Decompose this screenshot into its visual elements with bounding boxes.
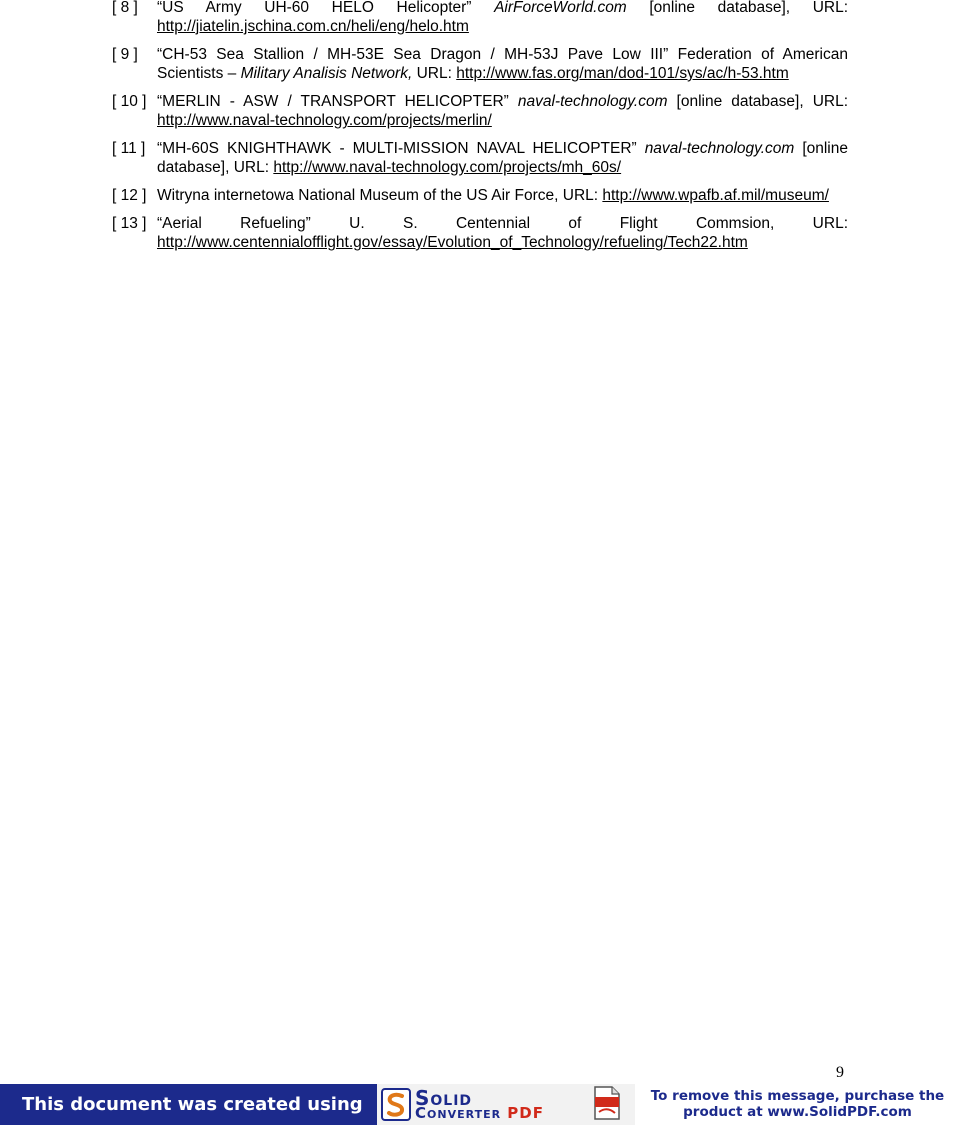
reference-12 <box>112 186 848 205</box>
reference-title: “MERLIN - ASW / TRANSPORT HELICOPTER” <box>157 93 509 110</box>
banner-message: This document was created using <box>0 1084 377 1125</box>
reference-url-label: database], URL: <box>157 159 270 176</box>
reference-note: [online <box>802 140 848 157</box>
pdf-document-icon <box>593 1086 621 1120</box>
reference-number: [ 9 ] <box>112 46 138 63</box>
reference-source: AirForceWorld.com <box>494 0 627 16</box>
reference-url-label: URL: <box>416 65 452 82</box>
reference-title: “US Army UH-60 HELO Helicopter” <box>157 0 472 16</box>
reference-title: “Aerial Refueling” U. S. Centennial of Flight Commsion, URL: <box>157 215 848 232</box>
reference-body <box>157 92 848 130</box>
reference-body <box>157 139 848 177</box>
reference-number: [ 10 ] <box>112 93 147 110</box>
reference-source: Military Analisis Network, <box>240 65 413 82</box>
reference-10 <box>112 92 848 130</box>
reference-title: “MH-60S KNIGHTHAWK - MULTI-MISSION NAVAL HELICOPTER” <box>157 140 637 157</box>
reference-13 <box>112 214 848 252</box>
reference-8 <box>112 0 848 36</box>
reference-body <box>157 186 848 205</box>
solid-logo-icon <box>381 1088 411 1121</box>
reference-9 <box>112 45 848 83</box>
reference-url-link[interactable]: http://www.naval-technology.com/projects/mh_60s/ <box>273 159 622 176</box>
reference-source: naval-technology.com <box>517 93 668 110</box>
converter-banner[interactable] <box>0 1084 960 1125</box>
reference-url-link[interactable]: http://jiatelin.jschina.com.cn/heli/eng/helo.htm <box>157 18 469 35</box>
logo-converter-text <box>415 1104 544 1122</box>
page-number: 9 <box>836 1064 844 1081</box>
logo-converter-word: Converter <box>415 1104 502 1122</box>
reference-note: [online database], URL: <box>649 0 849 16</box>
reference-body <box>157 0 848 36</box>
banner-purchase-line2[interactable]: product at www.SolidPDF.com <box>683 1104 912 1120</box>
reference-list <box>112 0 848 261</box>
reference-11 <box>112 139 848 177</box>
reference-body <box>157 214 848 252</box>
banner-purchase-message[interactable] <box>635 1084 960 1125</box>
reference-url-link[interactable]: http://www.fas.org/man/dod-101/sys/ac/h-53.htm <box>456 65 789 82</box>
solid-converter-logo <box>377 1084 635 1125</box>
reference-number: [ 12 ] <box>112 187 147 204</box>
reference-title: “CH-53 Sea Stallion / MH-53E Sea Dragon / MH-53J Pave Low III” Federation of American <box>157 46 848 63</box>
logo-solid-text: Solid <box>415 1086 473 1110</box>
reference-note: [online database], URL: <box>676 93 849 110</box>
reference-title: Witryna internetowa National Museum of the US Air Force, URL: <box>157 187 599 204</box>
logo-pdf-text: PDF <box>507 1104 544 1122</box>
reference-source: naval-technology.com <box>644 140 795 157</box>
reference-number: [ 13 ] <box>112 215 147 232</box>
reference-url-link[interactable]: http://www.naval-technology.com/projects/merlin/ <box>157 112 492 129</box>
banner-purchase-line1: To remove this message, purchase the <box>650 1088 945 1104</box>
reference-number: [ 11 ] <box>112 140 146 157</box>
reference-author: Scientists – <box>157 65 237 82</box>
reference-body <box>157 45 848 83</box>
reference-url-link[interactable]: http://www.wpafb.af.mil/museum/ <box>602 187 829 204</box>
reference-url-link[interactable]: http://www.centennialofflight.gov/essay/Evolution_of_Technology/refueling/Tech22.htm <box>157 234 748 251</box>
reference-number: [ 8 ] <box>112 0 138 16</box>
